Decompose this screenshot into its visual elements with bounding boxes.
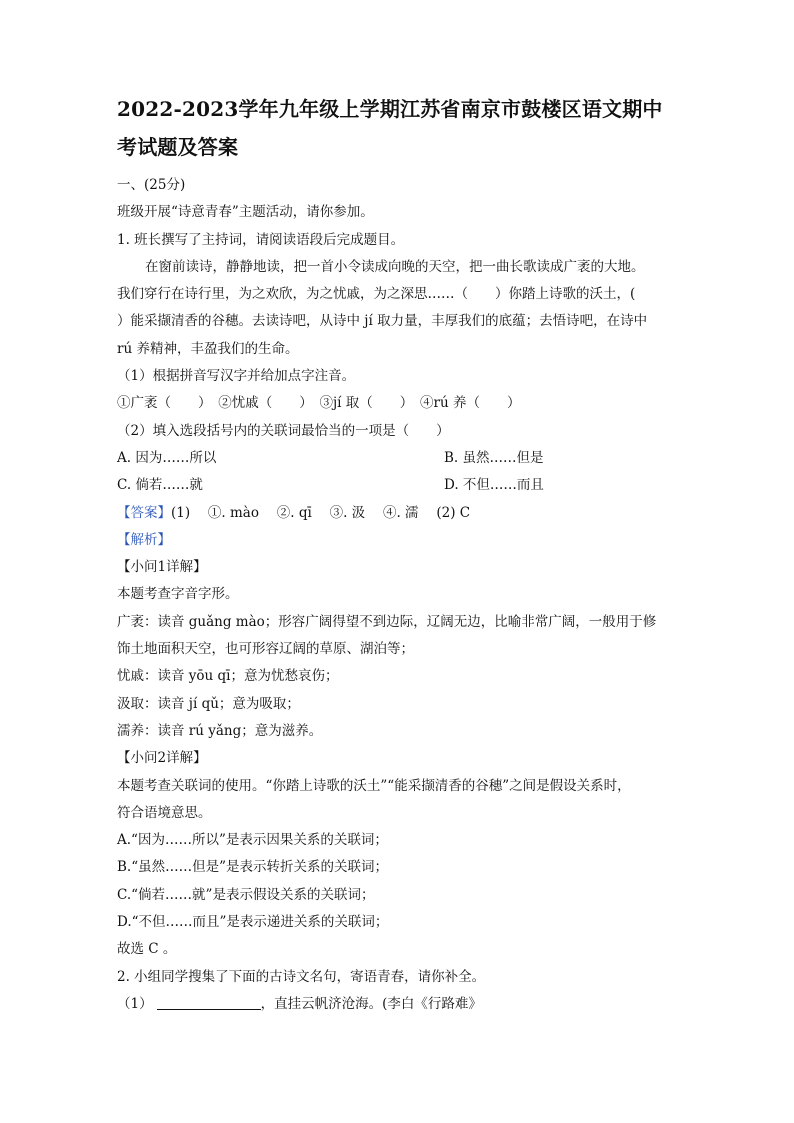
detail-2-line-7: 故选 C 。 — [117, 941, 177, 958]
fill-in-blank — [157, 995, 261, 1010]
option-a: A. 因为……所以 — [117, 449, 217, 466]
detail-2-line-4: B.“虽然……但是”是表示转折关系的关联词； — [117, 859, 389, 876]
sub-question-1-items: ①广袤（ ） ②忧戚（ ） ③jí 取（ ） ④rú 养（ ） — [117, 395, 521, 412]
section-intro: 班级开展“诗意青春”主题活动，请你参加。 — [117, 204, 374, 221]
item-1-text: ，直挂云帆济沧海。(李白《行路难》 — [260, 995, 482, 1012]
detail-1-line-6: 濡养：读音 rú yǎng；意为滋养。 — [117, 722, 323, 739]
detail-heading-1: 【小问1详解】 — [117, 559, 207, 576]
detail-1-line-1: 本题考查字音字形。 — [117, 586, 239, 603]
detail-2-line-3: A.“因为……所以”是表示因果关系的关联词； — [117, 832, 388, 849]
options-row-1 — [117, 445, 677, 472]
passage-line-2: 我们穿行在诗行里，为之欢欣，为之忧戚，为之深思……（ ）你踏上诗歌的沃土，( — [117, 286, 636, 303]
detail-1-line-3: 饰土地面积天空，也可形容辽阔的草原、湖泊等； — [117, 641, 414, 658]
answer-label: 【答案】 — [117, 504, 171, 521]
document-page — [117, 90, 677, 1018]
detail-1-line-5: 汲取：读音 jí qǔ；意为吸取； — [117, 695, 300, 712]
option-d: D. 不但……而且 — [444, 477, 544, 494]
analysis-label: 【解析】 — [117, 531, 171, 548]
detail-2-line-1: 本题考查关联词的使用。“你踏上诗歌的沃土”“能采撷清香的谷穗”之间是假设关系时， — [117, 777, 631, 794]
title-line-2: 考试题及答案 — [117, 135, 239, 159]
question-2-item-1 — [117, 991, 677, 1018]
detail-1-line-2: 广袤：读音 guǎng mào；形容广阔得望不到边际，辽阔无边，比喻非常广阔，一般用于修 — [117, 613, 657, 630]
options-row-2 — [117, 472, 677, 499]
passage-line-3: ）能采撷清香的谷穗。去读诗吧，从诗中 jí 取力量，丰厚我们的底蕴；去悟诗吧，在诗中 — [117, 313, 648, 330]
passage-line-1: 在窗前读诗，静静地读，把一首小令读成向晚的天空，把一曲长歌读成广袤的大地。 — [145, 258, 645, 275]
detail-2-line-6: D.“不但……而且”是表示递进关系的关联词； — [117, 914, 389, 931]
detail-heading-2: 【小问2详解】 — [117, 750, 207, 767]
option-c: C. 倘若……就 — [117, 477, 203, 494]
item-1-number: （1） — [117, 995, 153, 1012]
passage-line-4: rú 养精神，丰盈我们的生命。 — [117, 340, 299, 357]
document-title — [117, 90, 677, 166]
detail-2-line-2: 符合语境意思。 — [117, 804, 212, 821]
question-2-stem: 2. 小组同学搜集了下面的古诗文名句，寄语青春，请你补全。 — [117, 968, 486, 985]
answer-text: (1) ①. mào ②. qī ③. 汲 ④. 濡 (2) C — [171, 504, 471, 521]
detail-2-line-5: C.“倘若……就”是表示假设关系的关联词； — [117, 886, 375, 903]
section-heading: 一、(25分) — [117, 177, 186, 193]
question-1-stem: 1. 班长撰写了主持词，请阅读语段后完成题目。 — [117, 231, 405, 248]
sub-question-1: （1）根据拼音写汉字并给加点字注音。 — [117, 368, 356, 385]
option-b: B. 虽然……但是 — [444, 449, 544, 466]
detail-1-line-4: 忧戚：读音 yōu qī；意为忧愁哀伤； — [117, 668, 339, 685]
answer-line — [117, 500, 677, 527]
title-line-1: 2022-2023学年九年级上学期江苏省南京市鼓楼区语文期中 — [117, 97, 663, 121]
sub-question-2: （2）填入选段括号内的关联词最恰当的一项是（ ） — [117, 422, 450, 439]
